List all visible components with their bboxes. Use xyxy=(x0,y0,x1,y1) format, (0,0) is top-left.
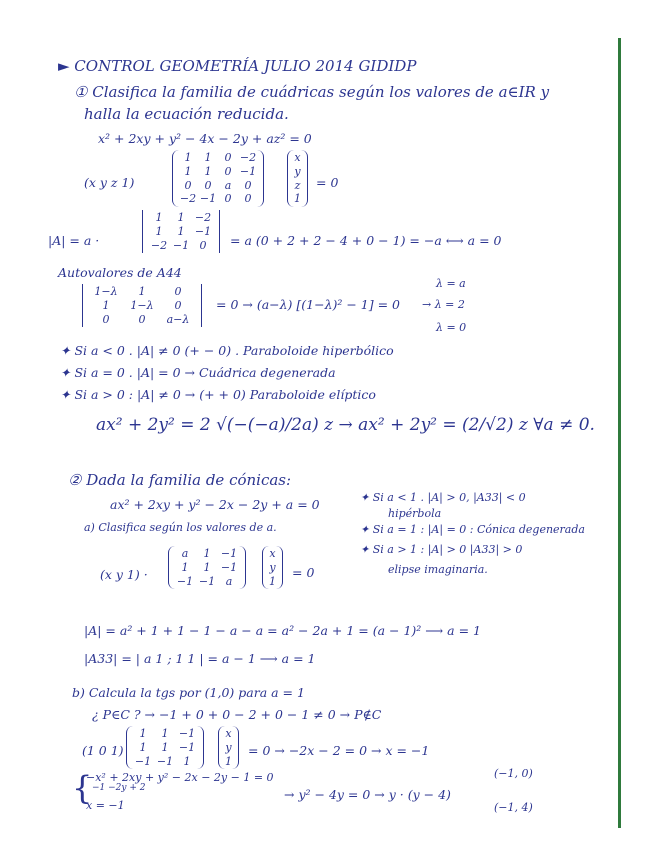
matrix-entry: 0 xyxy=(174,298,182,312)
problem-2-statement: ② Dada la familia de cónicas: xyxy=(68,471,292,489)
matrix-entry: a xyxy=(224,178,232,192)
eigen-equation: = 0 → (a−λ) [(1−λ)² − 1] = 0 xyxy=(216,297,401,312)
matrix-entry: 0 xyxy=(224,164,232,178)
matrix-entry: a xyxy=(225,574,233,588)
eigenvalue-2: → λ = 2 xyxy=(422,298,465,311)
eigenvalue-a: λ = a xyxy=(436,277,466,290)
matrix-entry: −1 xyxy=(172,238,190,252)
system-result: → y² − 4y = 0 → y · (y − 4) xyxy=(284,787,451,802)
matrix-entry: 1−λ xyxy=(130,298,154,312)
matrix-entry: 1 xyxy=(225,754,232,768)
row-vector: (x y z 1) xyxy=(84,175,135,190)
matrix-entry: 1 xyxy=(177,224,185,238)
matrix-entry: 1 xyxy=(183,754,191,768)
problem-1-statement-cont: halla la ecuación reducida. xyxy=(84,105,289,123)
tangent-matrix xyxy=(126,726,204,769)
matrix-entry: 0 xyxy=(138,312,146,326)
conic-case-1: ✦ Si a < 1 . |A| > 0, |A33| < 0 xyxy=(360,491,526,504)
matrix-entry: 0 xyxy=(184,178,192,192)
matrix-entry: 1 xyxy=(177,211,185,224)
eigenvalue-0: λ = 0 xyxy=(436,321,467,334)
matrix-entry: 0 xyxy=(244,192,252,206)
conic-equation: ax² + 2xy + y² − 2x − 2y + a = 0 xyxy=(110,497,320,512)
matrix-entry: y xyxy=(225,740,232,754)
matrix-entry: x xyxy=(294,151,301,164)
matrix-entry: z xyxy=(294,178,301,192)
part-a: a) Clasifica según los valores de a. xyxy=(84,521,277,534)
matrix-entry: −2 xyxy=(179,192,197,206)
conic-case-3-type: elipse imaginaria. xyxy=(388,563,488,576)
matrix-entry: 1 xyxy=(203,560,211,574)
system-brace: { xyxy=(72,769,93,807)
matrix-entry: 1−λ xyxy=(94,285,118,298)
tangent-point-1: (−1, 0) xyxy=(494,767,533,780)
case-a-positive: ✦ Si a > 0 : |A| ≠ 0 → (+ + 0) Paraboloide elíptico xyxy=(60,387,376,402)
det-matrix xyxy=(142,210,220,253)
matrix-entry: 1 xyxy=(161,727,169,740)
matrix-entry: 0 xyxy=(224,151,232,164)
matrix-entry: −1 xyxy=(176,574,194,588)
matrix-entry: a−λ xyxy=(166,312,190,326)
matrix-entry: x xyxy=(269,547,276,560)
matrix-entry: 0 xyxy=(199,238,207,252)
matrix-entry: 0 xyxy=(224,192,232,206)
conic-det-A: |A| = a² + 1 + 1 − 1 − a − a = a² − 2a + 1 = (a − 1)² ⟶ a = 1 xyxy=(84,623,481,638)
conic-case-1-type: hipérbola xyxy=(388,507,442,520)
notebook-page xyxy=(22,38,621,828)
matrix-entry: 1 xyxy=(294,192,301,206)
conic-equals-zero: = 0 xyxy=(292,565,315,580)
matrix-entry: −1 xyxy=(199,192,217,206)
reduced-equation: ax² + 2y² = 2 √(−(−a)/2a) z → ax² + 2y² = (2/√2) z ∀a ≠ 0. xyxy=(96,415,595,435)
tangent-point-2: (−1, 4) xyxy=(494,801,533,814)
matrix-entry: −1 xyxy=(178,740,196,754)
matrix-entry: −1 xyxy=(198,574,216,588)
case-a-zero: ✦ Si a = 0 . |A| = 0 → Cuádrica degenerada xyxy=(60,365,336,380)
case-a-negative: ✦ Si a < 0 . |A| ≠ 0 (+ − 0) . Paraboloide hiperbólico xyxy=(60,343,394,358)
det-result: = a (0 + 2 + 2 − 4 + 0 − 1) = −a ⟷ a = 0 xyxy=(230,233,502,248)
tangent-column-vector xyxy=(218,726,239,769)
det-label: |A| = a · xyxy=(48,233,100,248)
matrix-entry: −2 xyxy=(194,211,212,224)
point-belongs-check: ¿ P∈C ? → −1 + 0 + 0 − 2 + 0 − 1 ≠ 0 → P∉C xyxy=(92,707,382,722)
matrix-entry: −2 xyxy=(150,238,168,252)
matrix-entry: 1 xyxy=(181,560,189,574)
matrix-entry: 1 xyxy=(184,151,192,164)
matrix-entry: 0 xyxy=(174,285,182,298)
matrix-entry: −2 xyxy=(239,151,257,164)
system-eq-1: −x² + 2xy + y² − 2x − 2y − 1 = 0 xyxy=(86,771,274,784)
conic-case-2: ✦ Si a = 1 : |A| = 0 : Cónica degenerada xyxy=(360,523,585,536)
matrix-entry: −1 xyxy=(156,754,174,768)
page-header: ► CONTROL GEOMETRÍA JULIO 2014 GIDIDP xyxy=(58,57,417,75)
system-eq-2: x = −1 xyxy=(86,799,125,812)
matrix-entry: 1 xyxy=(139,727,147,740)
matrix-entry: 0 xyxy=(102,312,110,326)
matrix-entry: 0 xyxy=(204,178,212,192)
conic-case-3: ✦ Si a > 1 : |A| > 0 |A33| > 0 xyxy=(360,543,523,556)
matrix-entry: y xyxy=(294,164,301,178)
matrix-entry: y xyxy=(269,560,276,574)
matrix-entry: x xyxy=(225,727,232,740)
tangent-row-vector: (1 0 1) xyxy=(82,743,124,758)
equals-zero: = 0 xyxy=(316,175,339,190)
matrix-entry: 1 xyxy=(138,285,146,298)
conic-det-A33: |A33| = | a 1 ; 1 1 | = a − 1 ⟶ a = 1 xyxy=(84,651,316,666)
column-vector xyxy=(287,150,308,207)
matrix-entry: 1 xyxy=(204,151,212,164)
quadric-matrix xyxy=(172,150,264,207)
problem-1-statement: ① Clasifica la familia de cuádricas según los valores de a∈IR y xyxy=(74,83,550,101)
system-eq-1-sub: −1 −2y + 2 xyxy=(92,783,146,793)
matrix-entry: 1 xyxy=(155,211,163,224)
conic-column-vector xyxy=(262,546,283,589)
matrix-entry: 1 xyxy=(203,547,211,560)
matrix-entry: −1 xyxy=(134,754,152,768)
matrix-entry: −1 xyxy=(239,164,257,178)
matrix-entry: 1 xyxy=(155,224,163,238)
matrix-entry: 1 xyxy=(139,740,147,754)
matrix-entry: a xyxy=(181,547,189,560)
matrix-entry: −1 xyxy=(220,547,238,560)
matrix-entry: 1 xyxy=(204,164,212,178)
conic-row-vector: (x y 1) · xyxy=(100,567,148,582)
quadric-equation: x² + 2xy + y² − 4x − 2y + az² = 0 xyxy=(98,131,312,146)
matrix-entry: −1 xyxy=(178,727,196,740)
matrix-entry: −1 xyxy=(220,560,238,574)
matrix-entry: 1 xyxy=(102,298,110,312)
matrix-entry: 0 xyxy=(244,178,252,192)
eigenvalues-title: Autovalores de A44 xyxy=(58,265,182,280)
conic-matrix xyxy=(168,546,246,589)
matrix-entry: −1 xyxy=(194,224,212,238)
tangent-result: = 0 → −2x − 2 = 0 → x = −1 xyxy=(248,743,430,758)
matrix-entry: 1 xyxy=(269,574,276,588)
part-b: b) Calcula la tgs por (1,0) para a = 1 xyxy=(72,685,305,700)
matrix-entry: 1 xyxy=(184,164,192,178)
matrix-entry: 1 xyxy=(161,740,169,754)
eigen-matrix xyxy=(82,284,202,327)
